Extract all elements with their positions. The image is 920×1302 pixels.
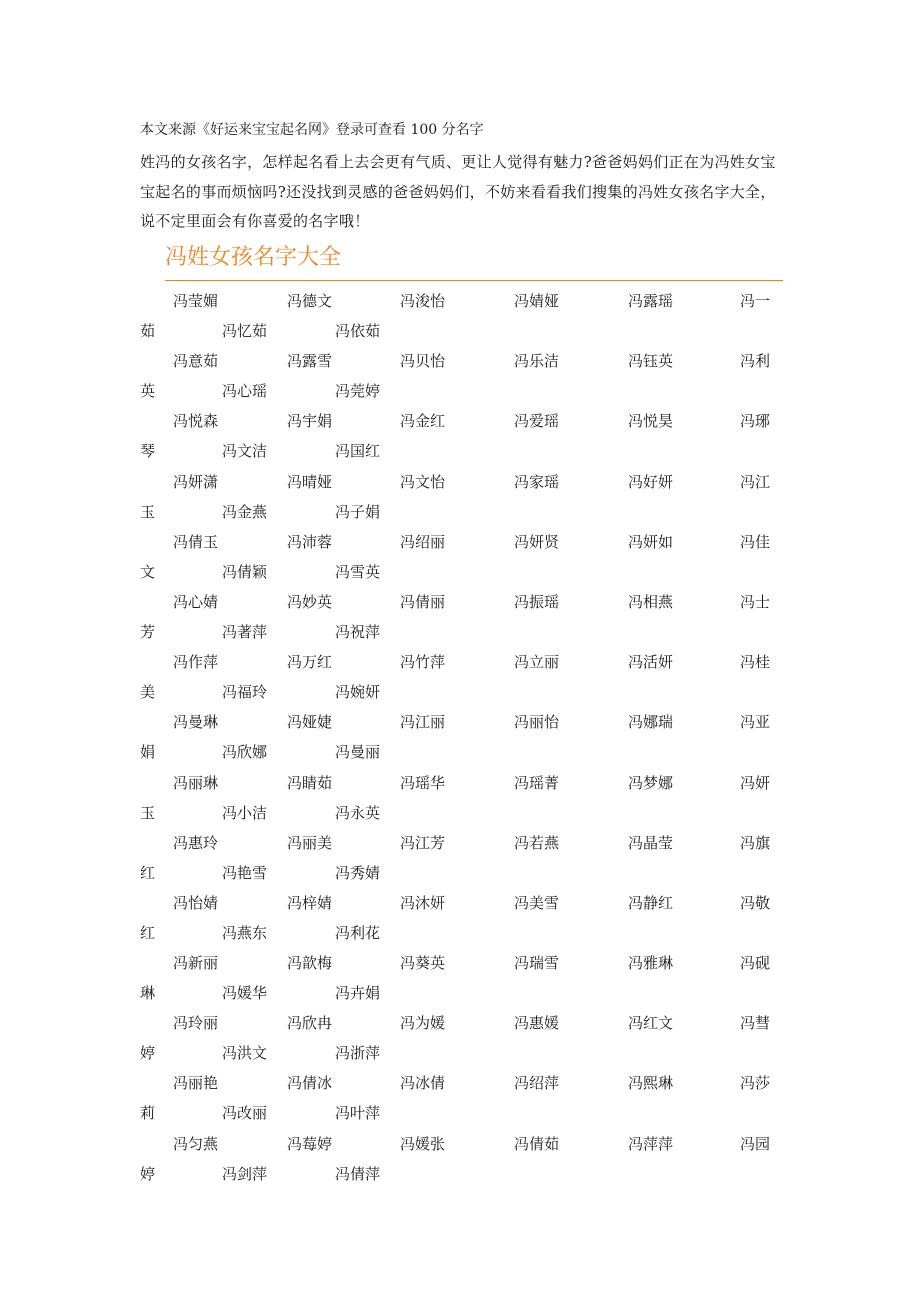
name-item: 冯江芳 xyxy=(400,833,446,852)
name-item: 冯亚 xyxy=(740,713,771,732)
name-item: 冯歆梅 xyxy=(287,954,333,973)
name-item: 冯砚 xyxy=(740,954,771,973)
section-title: 冯姓女孩名字大全 xyxy=(165,245,342,270)
name-item: 冯竹萍 xyxy=(400,653,446,672)
name-item: 冯金燕 xyxy=(222,502,268,521)
name-item: 冯莓婷 xyxy=(287,1134,333,1153)
name-item: 冯瑶华 xyxy=(400,773,446,792)
name-item: 冯悦森 xyxy=(173,412,219,431)
name-item: 冯倩玉 xyxy=(173,532,219,551)
name-item: 冯家瑶 xyxy=(514,472,560,491)
name-item: 冯丽怡 xyxy=(514,713,560,732)
name-item: 冯若燕 xyxy=(514,833,560,852)
name-item: 冯惠玲 xyxy=(173,833,219,852)
name-continuation: 玉 xyxy=(140,502,156,521)
name-item: 冯钰英 xyxy=(628,352,674,371)
name-item: 冯忆茹 xyxy=(222,322,268,340)
name-continuation: 文 xyxy=(140,562,156,581)
name-item: 冯倩萍 xyxy=(335,1164,381,1183)
name-item: 冯丽琳 xyxy=(173,773,219,792)
name-item: 冯卉娟 xyxy=(335,984,381,1003)
name-item: 冯洪文 xyxy=(222,1044,268,1063)
name-continuation: 娟 xyxy=(140,743,156,762)
name-group xyxy=(140,1068,785,1128)
name-item: 冯一 xyxy=(740,292,771,310)
name-item: 冯沐妍 xyxy=(400,893,446,912)
name-item: 冯浙萍 xyxy=(335,1044,381,1063)
name-item: 冯瑞雪 xyxy=(514,954,560,973)
name-item: 冯爱瑶 xyxy=(514,412,560,431)
name-item: 冯娜瑞 xyxy=(628,713,674,732)
name-item: 冯心婧 xyxy=(173,592,219,611)
name-continuation: 婷 xyxy=(140,1164,156,1183)
name-item: 冯倩茹 xyxy=(514,1134,560,1153)
name-item: 冯振瑶 xyxy=(514,592,560,611)
name-item: 冯梓婧 xyxy=(287,893,333,912)
name-item: 冯燕东 xyxy=(222,923,268,942)
name-item: 冯活妍 xyxy=(628,653,674,672)
name-item: 冯梦娜 xyxy=(628,773,674,792)
name-item: 冯万红 xyxy=(287,653,333,672)
name-group xyxy=(140,467,785,527)
name-item: 冯露瑶 xyxy=(628,292,674,310)
name-item: 冯倩颖 xyxy=(222,562,268,581)
name-group xyxy=(140,527,785,587)
name-group xyxy=(140,828,785,888)
name-item: 冯心瑶 xyxy=(222,382,268,401)
name-continuation: 琴 xyxy=(140,442,156,461)
name-item: 冯叶萍 xyxy=(335,1104,381,1123)
name-continuation: 莉 xyxy=(140,1104,156,1123)
name-item: 冯美雪 xyxy=(514,893,560,912)
name-item: 冯立丽 xyxy=(514,653,560,672)
name-item: 冯相燕 xyxy=(628,592,674,611)
name-item: 冯新丽 xyxy=(173,954,219,973)
name-group xyxy=(140,1008,785,1068)
name-item: 冯玲丽 xyxy=(173,1014,219,1033)
name-item: 冯欣娜 xyxy=(222,743,268,762)
name-continuation: 玉 xyxy=(140,803,156,822)
name-item: 冯匀燕 xyxy=(173,1134,219,1153)
name-item: 冯莹媚 xyxy=(173,292,219,310)
name-item: 冯媛华 xyxy=(222,984,268,1003)
intro-paragraph: 姓冯的女孩名字，怎样起名看上去会更有气质、更让人觉得有魅力?爸爸妈妈们正在为冯姓女宝宝起名的事而烦恼吗?还没找到灵感的爸爸妈妈们，不妨来看看我们搜集的冯姓女孩名字大全，说不定里面会有你喜爱的名字哦！ xyxy=(140,153,776,230)
name-item: 冯剑萍 xyxy=(222,1164,268,1183)
name-item: 冯媛张 xyxy=(400,1134,446,1153)
name-item: 冯葵英 xyxy=(400,954,446,973)
name-item: 冯绍萍 xyxy=(514,1074,560,1093)
name-group xyxy=(140,587,785,647)
name-item: 冯婧娅 xyxy=(514,292,560,310)
name-item: 冯园 xyxy=(740,1134,771,1153)
title-divider xyxy=(165,280,783,281)
source-line: 本文来源《好运来宝宝起名网》登录可查看 100 分名字 xyxy=(140,122,484,138)
name-group xyxy=(140,647,785,707)
name-item: 冯贝怡 xyxy=(400,352,446,371)
name-item: 冯士 xyxy=(740,592,771,611)
name-item: 冯著萍 xyxy=(222,622,268,641)
name-continuation: 英 xyxy=(140,382,156,401)
name-item: 冯雅琳 xyxy=(628,954,674,973)
name-item: 冯福玲 xyxy=(222,683,268,702)
name-item: 冯文洁 xyxy=(222,442,268,461)
name-item: 冯曼琳 xyxy=(173,713,219,732)
name-item: 冯曼丽 xyxy=(335,743,381,762)
name-continuation: 红 xyxy=(140,863,156,882)
name-item: 冯宇娟 xyxy=(287,412,333,431)
name-item: 冯艳雪 xyxy=(222,863,268,882)
name-item: 冯欣冉 xyxy=(287,1014,333,1033)
name-item: 冯晴娅 xyxy=(287,472,333,491)
name-item: 冯丽美 xyxy=(287,833,333,852)
name-item: 冯睛茹 xyxy=(287,773,333,792)
name-item: 冯为媛 xyxy=(400,1014,446,1033)
name-group xyxy=(140,948,785,1008)
name-continuation: 芳 xyxy=(140,622,156,641)
name-group xyxy=(140,346,785,406)
name-item: 冯德文 xyxy=(287,292,333,310)
name-item: 冯萍萍 xyxy=(628,1134,674,1153)
name-item: 冯国红 xyxy=(335,442,381,461)
name-item: 冯红文 xyxy=(628,1014,674,1033)
name-item: 冯利花 xyxy=(335,923,381,942)
name-item: 冯金红 xyxy=(400,412,446,431)
name-list xyxy=(140,286,785,1189)
name-item: 冯沛蓉 xyxy=(287,532,333,551)
name-group xyxy=(140,768,785,828)
name-item: 冯倩冰 xyxy=(287,1074,333,1093)
name-item: 冯瑶菁 xyxy=(514,773,560,792)
name-item: 冯江 xyxy=(740,472,771,491)
name-group xyxy=(140,1129,785,1189)
name-item: 冯浚怡 xyxy=(400,292,446,310)
name-item: 冯佳 xyxy=(740,532,771,551)
name-item: 冯倩丽 xyxy=(400,592,446,611)
name-continuation: 琳 xyxy=(140,984,156,1003)
name-item: 冯祝萍 xyxy=(335,622,381,641)
name-item: 冯怡婧 xyxy=(173,893,219,912)
name-item: 冯改丽 xyxy=(222,1104,268,1123)
name-item: 冯子娟 xyxy=(335,502,381,521)
name-item: 冯莎 xyxy=(740,1074,771,1093)
name-group xyxy=(140,888,785,948)
name-item: 冯绍丽 xyxy=(400,532,446,551)
name-item: 冯妍贤 xyxy=(514,532,560,551)
name-item: 冯小洁 xyxy=(222,803,268,822)
name-item: 冯好妍 xyxy=(628,472,674,491)
name-item: 冯娅婕 xyxy=(287,713,333,732)
name-continuation: 茹 xyxy=(140,322,156,340)
name-item: 冯彗 xyxy=(740,1014,771,1033)
name-item: 冯露雪 xyxy=(287,352,333,371)
name-item: 冯熙琳 xyxy=(628,1074,674,1093)
name-item: 冯旗 xyxy=(740,833,771,852)
name-item: 冯桂 xyxy=(740,653,771,672)
name-item: 冯依茹 xyxy=(335,322,381,340)
name-continuation: 婷 xyxy=(140,1044,156,1063)
name-group xyxy=(140,286,785,346)
name-continuation: 红 xyxy=(140,923,156,942)
name-item: 冯乐洁 xyxy=(514,352,560,371)
name-item: 冯文怡 xyxy=(400,472,446,491)
name-item: 冯江丽 xyxy=(400,713,446,732)
name-group xyxy=(140,406,785,466)
name-item: 冯琊 xyxy=(740,412,771,431)
name-continuation: 美 xyxy=(140,683,156,702)
name-item: 冯惠媛 xyxy=(514,1014,560,1033)
name-item: 冯悦昊 xyxy=(628,412,674,431)
name-item: 冯妍 xyxy=(740,773,771,792)
name-item: 冯秀婧 xyxy=(335,863,381,882)
name-item: 冯雪英 xyxy=(335,562,381,581)
name-item: 冯丽艳 xyxy=(173,1074,219,1093)
name-group xyxy=(140,707,785,767)
name-item: 冯永英 xyxy=(335,803,381,822)
name-item: 冯利 xyxy=(740,352,771,371)
name-item: 冯妙英 xyxy=(287,592,333,611)
name-item: 冯晶莹 xyxy=(628,833,674,852)
name-item: 冯冰倩 xyxy=(400,1074,446,1093)
name-item: 冯作萍 xyxy=(173,653,219,672)
name-item: 冯敬 xyxy=(740,893,771,912)
name-item: 冯妍潇 xyxy=(173,472,219,491)
name-item: 冯婉妍 xyxy=(335,683,381,702)
name-item: 冯静红 xyxy=(628,893,674,912)
name-item: 冯妍如 xyxy=(628,532,674,551)
name-item: 冯莞婷 xyxy=(335,382,381,401)
name-item: 冯意茹 xyxy=(173,352,219,371)
